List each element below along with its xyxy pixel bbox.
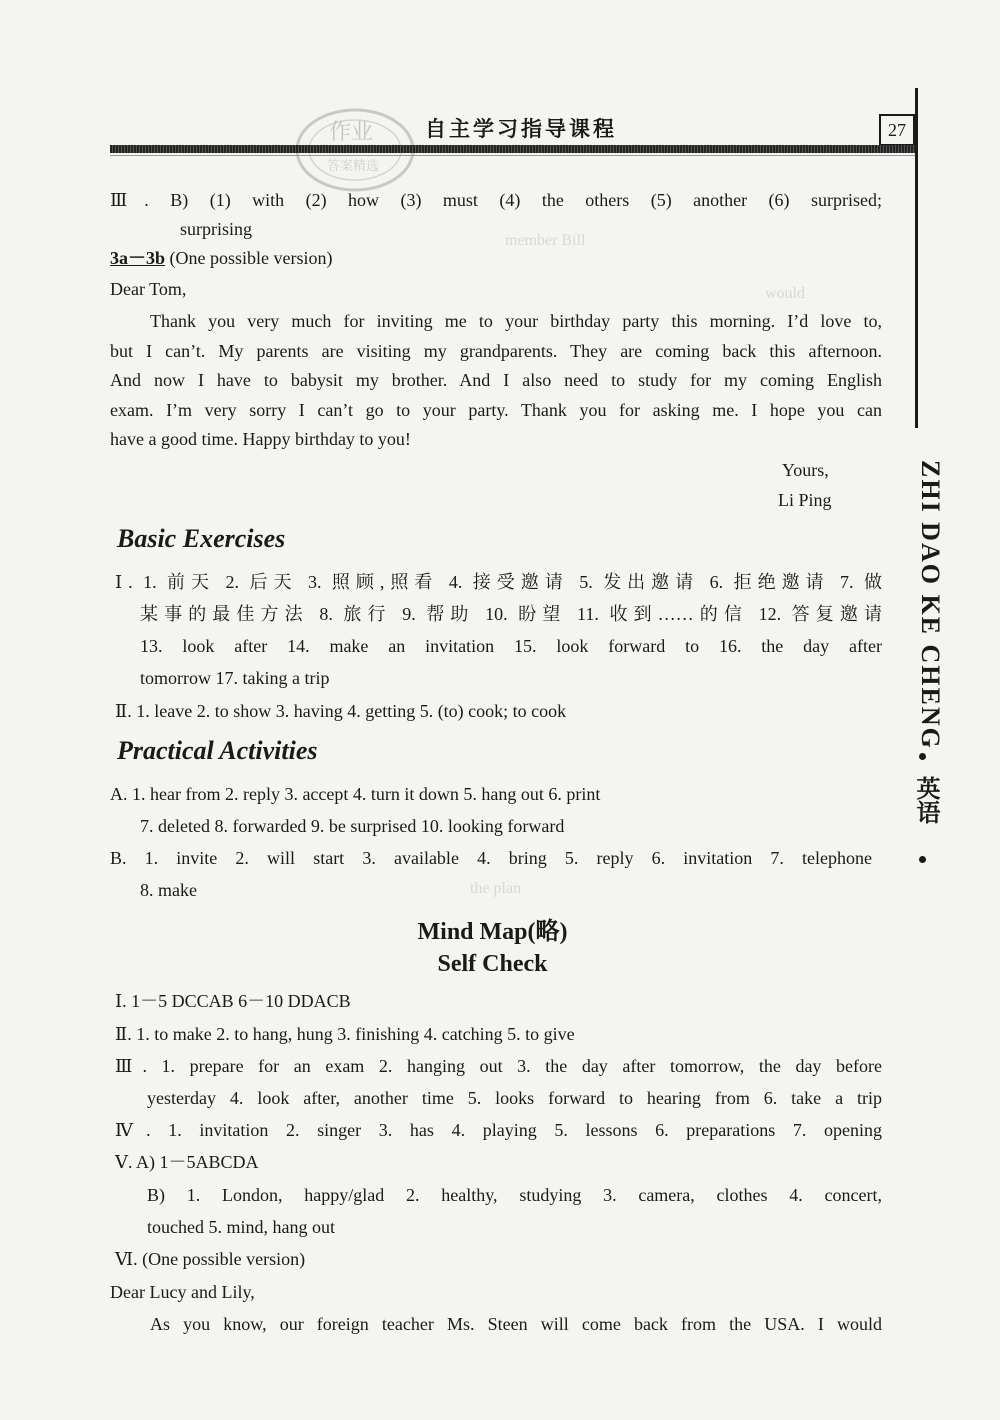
- header-rule-thin: [110, 155, 918, 156]
- answer-line: tomorrow 17. taking a trip: [140, 668, 330, 688]
- answer-line: 13. look after 14. make an invitation 15. look forward to 16. the day after: [140, 636, 882, 656]
- answer-line: Ⅳ. 1. invitation 2. singer 3. has 4. playing 5. lessons 6. preparations 7. opening: [115, 1120, 882, 1140]
- header-rule: [110, 145, 918, 153]
- answer-line: 7. deleted 8. forwarded 9. be surprised 10. looking forward: [140, 816, 565, 836]
- answer-line: B) 1. London, happy/glad 2. healthy, studying 3. camera, clothes 4. concert,: [147, 1185, 882, 1205]
- section-heading-practical-activities: Practical Activities: [117, 736, 318, 765]
- answer-line: A. 1. hear from 2. reply 3. accept 4. turn it down 5. hang out 6. print: [110, 784, 601, 804]
- answer-line: Ⅵ. (One possible version): [115, 1249, 306, 1269]
- section-note: (One possible version): [169, 248, 333, 268]
- letter-line: As you know, our foreign teacher Ms. Steen will come back from the USA. I would: [150, 1314, 882, 1334]
- answer-line: yesterday 4. look after, another time 5. looks forward to hearing from 6. take a trip: [147, 1088, 882, 1108]
- side-banner-mark: 英语: [912, 776, 940, 824]
- answer-line: Ⅰ. 1－5 DCCAB 6－10 DDACB: [115, 991, 351, 1011]
- bleed-through: member Bill: [505, 232, 586, 249]
- answer-line: Ⅴ. A) 1－5ABCDA: [115, 1152, 259, 1172]
- header-title: 自主学习指导课程: [425, 117, 617, 141]
- answer-line: Ⅲ. B) (1) with (2) how (3) must (4) the others (5) another (6) surprised;: [110, 190, 882, 210]
- answer-line: touched 5. mind, hang out: [147, 1217, 335, 1237]
- letter-greeting: Dear Tom,: [110, 279, 187, 299]
- letter-line: Thank you very much for inviting me to your birthday party this morning. I’d love to,: [150, 311, 882, 331]
- answer-line: Ⅱ. 1. to make 2. to hang, hung 3. finishing 4. catching 5. to give: [115, 1024, 575, 1044]
- page-number: 27: [879, 114, 915, 146]
- letter-signature: Li Ping: [778, 490, 832, 510]
- section-heading-basic-exercises: Basic Exercises: [117, 524, 286, 553]
- bleed-through: the plan: [470, 880, 522, 897]
- side-dot: [919, 856, 926, 863]
- section-heading-mind-map: Mind Map(略): [417, 919, 568, 945]
- side-rule: [915, 88, 918, 428]
- letter-line: exam. I’m very sorry I can’t go to your party. Thank you for asking me. I hope you can: [110, 400, 882, 420]
- letter-line: but I can’t. My parents are visiting my grandparents. They are coming back this afternoon.: [110, 341, 882, 361]
- answer-line: B. 1. invite 2. will start 3. available 4. bring 5. reply 6. invitation 7. telephone: [110, 848, 872, 868]
- answer-line: [110, 247, 332, 269]
- side-dot: [919, 753, 926, 760]
- answer-line: 某事的最佳方法 8. 旅行 9. 帮助 10. 盼望 11. 收到……的信 12. 答复邀请: [140, 604, 882, 624]
- answer-line: Ⅲ. 1. prepare for an exam 2. hanging out 3. the day after tomorrow, the day before: [115, 1056, 882, 1076]
- answer-line: Ⅱ. 1. leave 2. to show 3. having 4. getting 5. (to) cook; to cook: [115, 701, 567, 721]
- bleed-through: would: [765, 285, 805, 302]
- side-banner-text: ZHI DAO KE CHENG: [916, 460, 945, 750]
- section-heading-self-check: Self Check: [437, 951, 548, 977]
- letter-greeting: Dear Lucy and Lily,: [110, 1282, 255, 1302]
- svg-text:作业: 作业: [329, 120, 374, 145]
- letter-line: And now I have to babysit my brother. And I also need to study for my coming English: [110, 370, 882, 390]
- section-label: 3a－3b: [110, 248, 166, 268]
- letter-line: have a good time. Happy birthday to you!: [110, 429, 411, 449]
- letter-closing: Yours,: [782, 460, 829, 480]
- answer-line: Ⅰ. 1. 前天 2. 后天 3. 照顾,照看 4. 接受邀请 5. 发出邀请 6. 拒绝邀请 7. 做: [115, 572, 882, 592]
- answer-line: surprising: [180, 219, 252, 239]
- answer-line: 8. make: [140, 880, 197, 900]
- svg-text:答案精选: 答案精选: [327, 159, 380, 174]
